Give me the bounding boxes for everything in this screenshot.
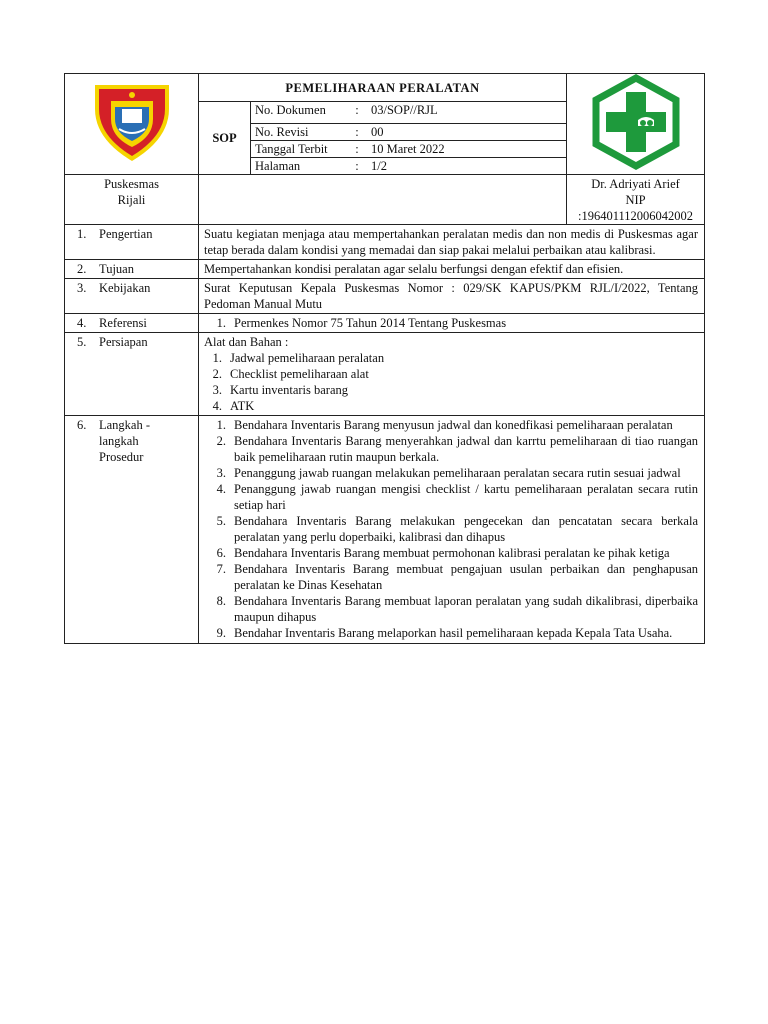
signer-nip: NIP :196401112006042002 xyxy=(577,193,694,223)
signer-name: Dr. Adriyati Arief xyxy=(591,177,680,191)
meta-row: Halaman : 1/2 xyxy=(251,158,567,175)
section-list-referensi xyxy=(199,314,705,333)
section-text-pengertian: Suatu kegiatan menjaga atau mempertahankan peralatan medis dan non medis di Puskesmas agar tetap berada dalam kondisi yang memadai dan siap pakai melalui perbaikan atau kalibrasi. xyxy=(199,225,705,260)
district-seal-icon xyxy=(89,79,175,165)
section-list-persiapan xyxy=(199,333,705,416)
list-item: 7. Bendahara Inventaris Barang membuat pengajuan usulan perbaikan dan penghapusan peralatan ke Dinas Kesehatan xyxy=(216,562,699,592)
signer-block xyxy=(567,175,705,225)
organization-name: Puskesmas Rijali xyxy=(65,175,199,225)
list-item: 2. Checklist pemeliharaan alat xyxy=(212,367,369,381)
sop-document xyxy=(64,73,704,644)
list-item: 9. Bendahar Inventaris Barang melaporkan hasil pemeliharaan kepada Kepala Tata Usaha. xyxy=(216,626,673,640)
list-item: 4. Penanggung jawab ruangan mengisi checklist / kartu pemeliharaan peralatan secara rutin setiap hari xyxy=(216,482,699,512)
meta-row: Tanggal Terbit : 10 Maret 2022 xyxy=(251,141,567,158)
section-label-prosedur: 6. Langkah - langkah Prosedur xyxy=(65,416,199,644)
sop-label: SOP xyxy=(199,102,251,175)
list-item: 4. ATK xyxy=(212,399,255,413)
puskesmas-logo-cell xyxy=(567,74,705,175)
meta-row: No. Dokumen : 03/SOP//RJL xyxy=(251,102,567,124)
section-text-tujuan: Mempertahankan kondisi peralatan agar selalu berfungsi dengan efektif dan efisien. xyxy=(199,260,705,279)
section-text-kebijakan: Surat Keputusan Kepala Puskesmas Nomor : 029/SK KAPUS/PKM RJL/I/2022, Tentang Pedoman Manual Mutu xyxy=(199,279,705,314)
section-label-kebijakan: 3. Kebijakan xyxy=(65,279,199,314)
puskesmas-logo-icon xyxy=(588,74,684,170)
list-item: 3. Penanggung jawab ruangan melakukan pemeliharaan peralatan secara rutin sesuai jadwal xyxy=(216,466,681,480)
list-item: 1. Bendahara Inventaris Barang menyusun jadwal dan konedfikasi pemeliharaan peralatan xyxy=(216,418,673,432)
section-label-tujuan: 2. Tujuan xyxy=(65,260,199,279)
document-title: PEMELIHARAAN PERALATAN xyxy=(199,74,567,102)
list-item: 3. Kartu inventaris barang xyxy=(212,383,349,397)
section-label-referensi: 4. Referensi xyxy=(65,314,199,333)
sop-table xyxy=(64,73,705,644)
list-item: 1. Permenkes Nomor 75 Tahun 2014 Tentang Puskesmas xyxy=(216,316,507,330)
meta-row: No. Revisi : 00 xyxy=(251,124,567,141)
list-item: 5. Bendahara Inventaris Barang melakukan pengecekan dan pencatatan secara berkala peralatan yang perlu doperbaiki, kalibrasi dan dihapus xyxy=(216,514,699,544)
list-item: 2. Bendahara Inventaris Barang menyerahkan jadwal dan karrtu pemeliharaan di tiao ruangan baik pemeliharaan rutin maupun berkala. xyxy=(216,434,699,464)
section-label-pengertian: 1. Pengertian xyxy=(65,225,199,260)
section-list-prosedur xyxy=(199,416,705,644)
list-item: 1. Jadwal pemeliharaan peralatan xyxy=(212,351,385,365)
section-intro: Alat dan Bahan : xyxy=(204,335,289,349)
section-label-persiapan: 5. Persiapan xyxy=(65,333,199,416)
list-item: 6. Bendahara Inventaris Barang membuat permohonan kalibrasi peralatan ke pihak ketiga xyxy=(216,546,670,560)
list-item: 8. Bendahara Inventaris Barang membuat laporan peralatan yang sudah dikalibrasi, diperbaika maupun dihapus xyxy=(216,594,699,624)
district-seal-cell xyxy=(65,74,199,175)
blank-cell xyxy=(199,175,567,225)
